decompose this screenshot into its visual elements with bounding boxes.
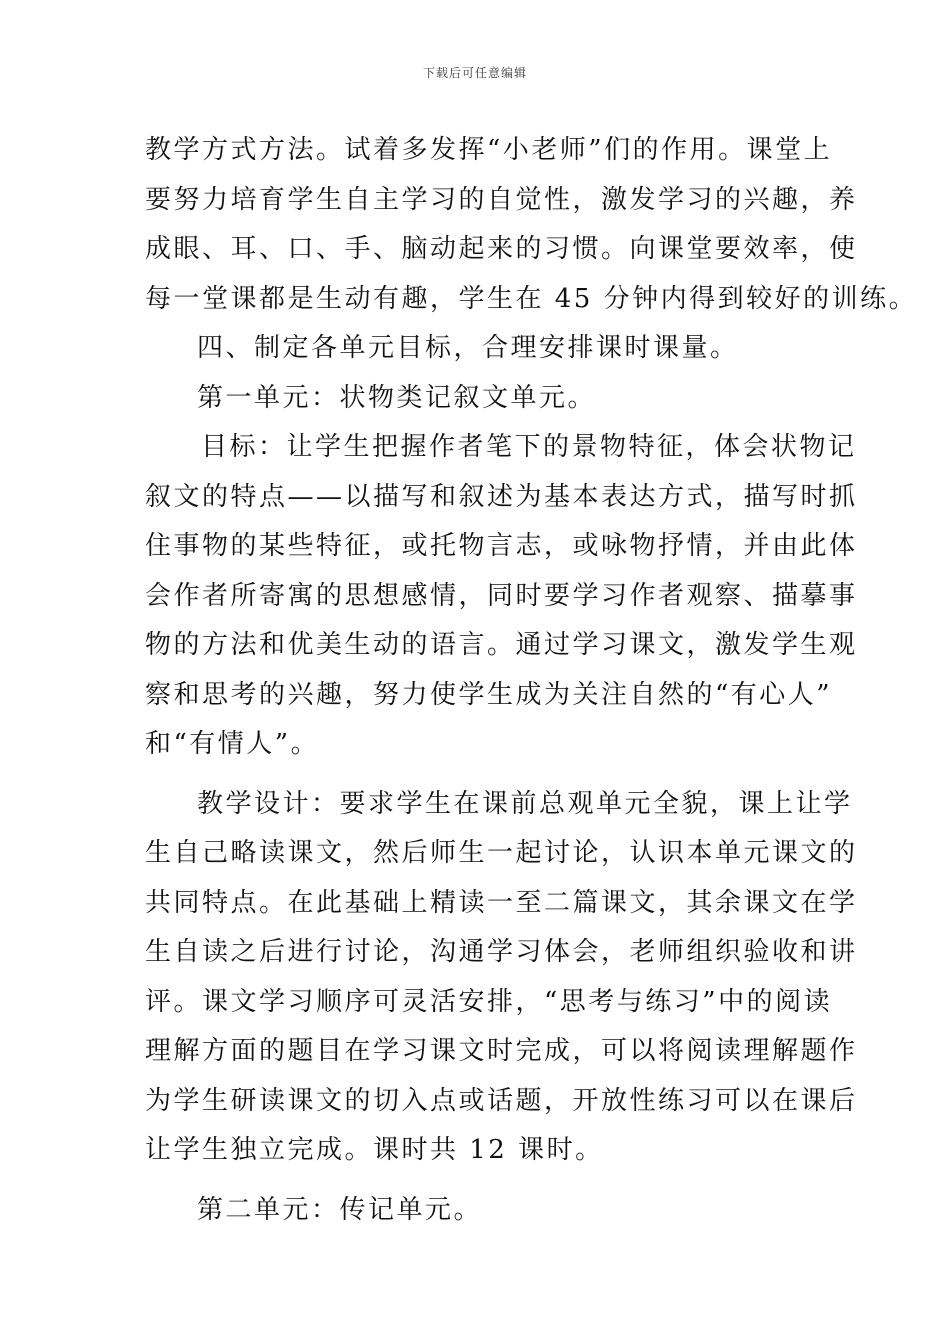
paragraph-line: 每一堂课都是生动有趣，学生在 45 分钟内得到较好的训练。 xyxy=(145,283,918,314)
paragraph-line: 物的方法和优美生动的语言。通过学习课文，激发学生观 xyxy=(145,630,858,660)
page-header: 下载后可任意编辑 xyxy=(422,66,527,80)
paragraph-line: 教学方式方法。试着多发挥“小老师”们的作用。课堂上 xyxy=(145,135,833,165)
paragraph-line: 生自己略读课文，然后师生一起讨论，认识本单元课文的 xyxy=(145,838,858,868)
document-body xyxy=(145,126,918,1235)
paragraph-line: 和“有情人”。 xyxy=(145,729,320,759)
paragraph-line: 让学生独立完成。课时共 12 课时。 xyxy=(145,1135,604,1165)
section-heading: 四、制定各单元目标，合理安排课时课量。 xyxy=(197,333,739,363)
paragraph-line: 住事物的某些特征，或托物言志，或咏物抒情，并由此体 xyxy=(145,531,858,561)
paragraph-line: 叙文的特点——以描写和叙述为基本表达方式，描写时抓 xyxy=(145,481,858,512)
paragraph-spacer xyxy=(145,1176,817,1186)
paragraph-line: 要努力培育学生自主学习的自觉性，激发学习的兴趣，养 xyxy=(145,184,858,215)
paragraph-line: 为学生研读课文的切入点或话题，开放性练习可以在课后 xyxy=(145,1085,858,1116)
paragraph-line: 生自读之后进行讨论，沟通学习体会，老师组织验收和讲 xyxy=(145,937,858,967)
paragraph-line: 会作者所寄寓的思想感情，同时要学习作者观察、描摹事 xyxy=(145,580,858,611)
paragraph-line: 成眼、耳、口、手、脑动起来的习惯。向课堂要效率，使 xyxy=(145,234,858,264)
paragraph-line: 共同特点。在此基础上精读一至二篇课文，其余课文在学 xyxy=(145,887,858,918)
paragraph-line: 评。课文学习顺序可灵活安排，“思考与练习”中的阅读 xyxy=(145,986,833,1017)
paragraph-spacer xyxy=(145,770,817,780)
paragraph-line: 目标：让学生把握作者笔下的景物特征，体会状物记 xyxy=(201,432,857,462)
paragraph-line: 理解方面的题目在学习课文时完成，可以将阅读理解题作 xyxy=(145,1036,858,1066)
unit-heading: 第一单元：状物类记叙文单元。 xyxy=(197,382,597,413)
paragraph-line: 察和思考的兴趣，努力使学生成为关注自然的“有心人” xyxy=(145,679,833,710)
unit-heading: 第二单元：传记单元。 xyxy=(197,1194,483,1225)
paragraph-line: 教学设计：要求学生在课前总观单元全貌，课上让学 xyxy=(197,788,853,819)
